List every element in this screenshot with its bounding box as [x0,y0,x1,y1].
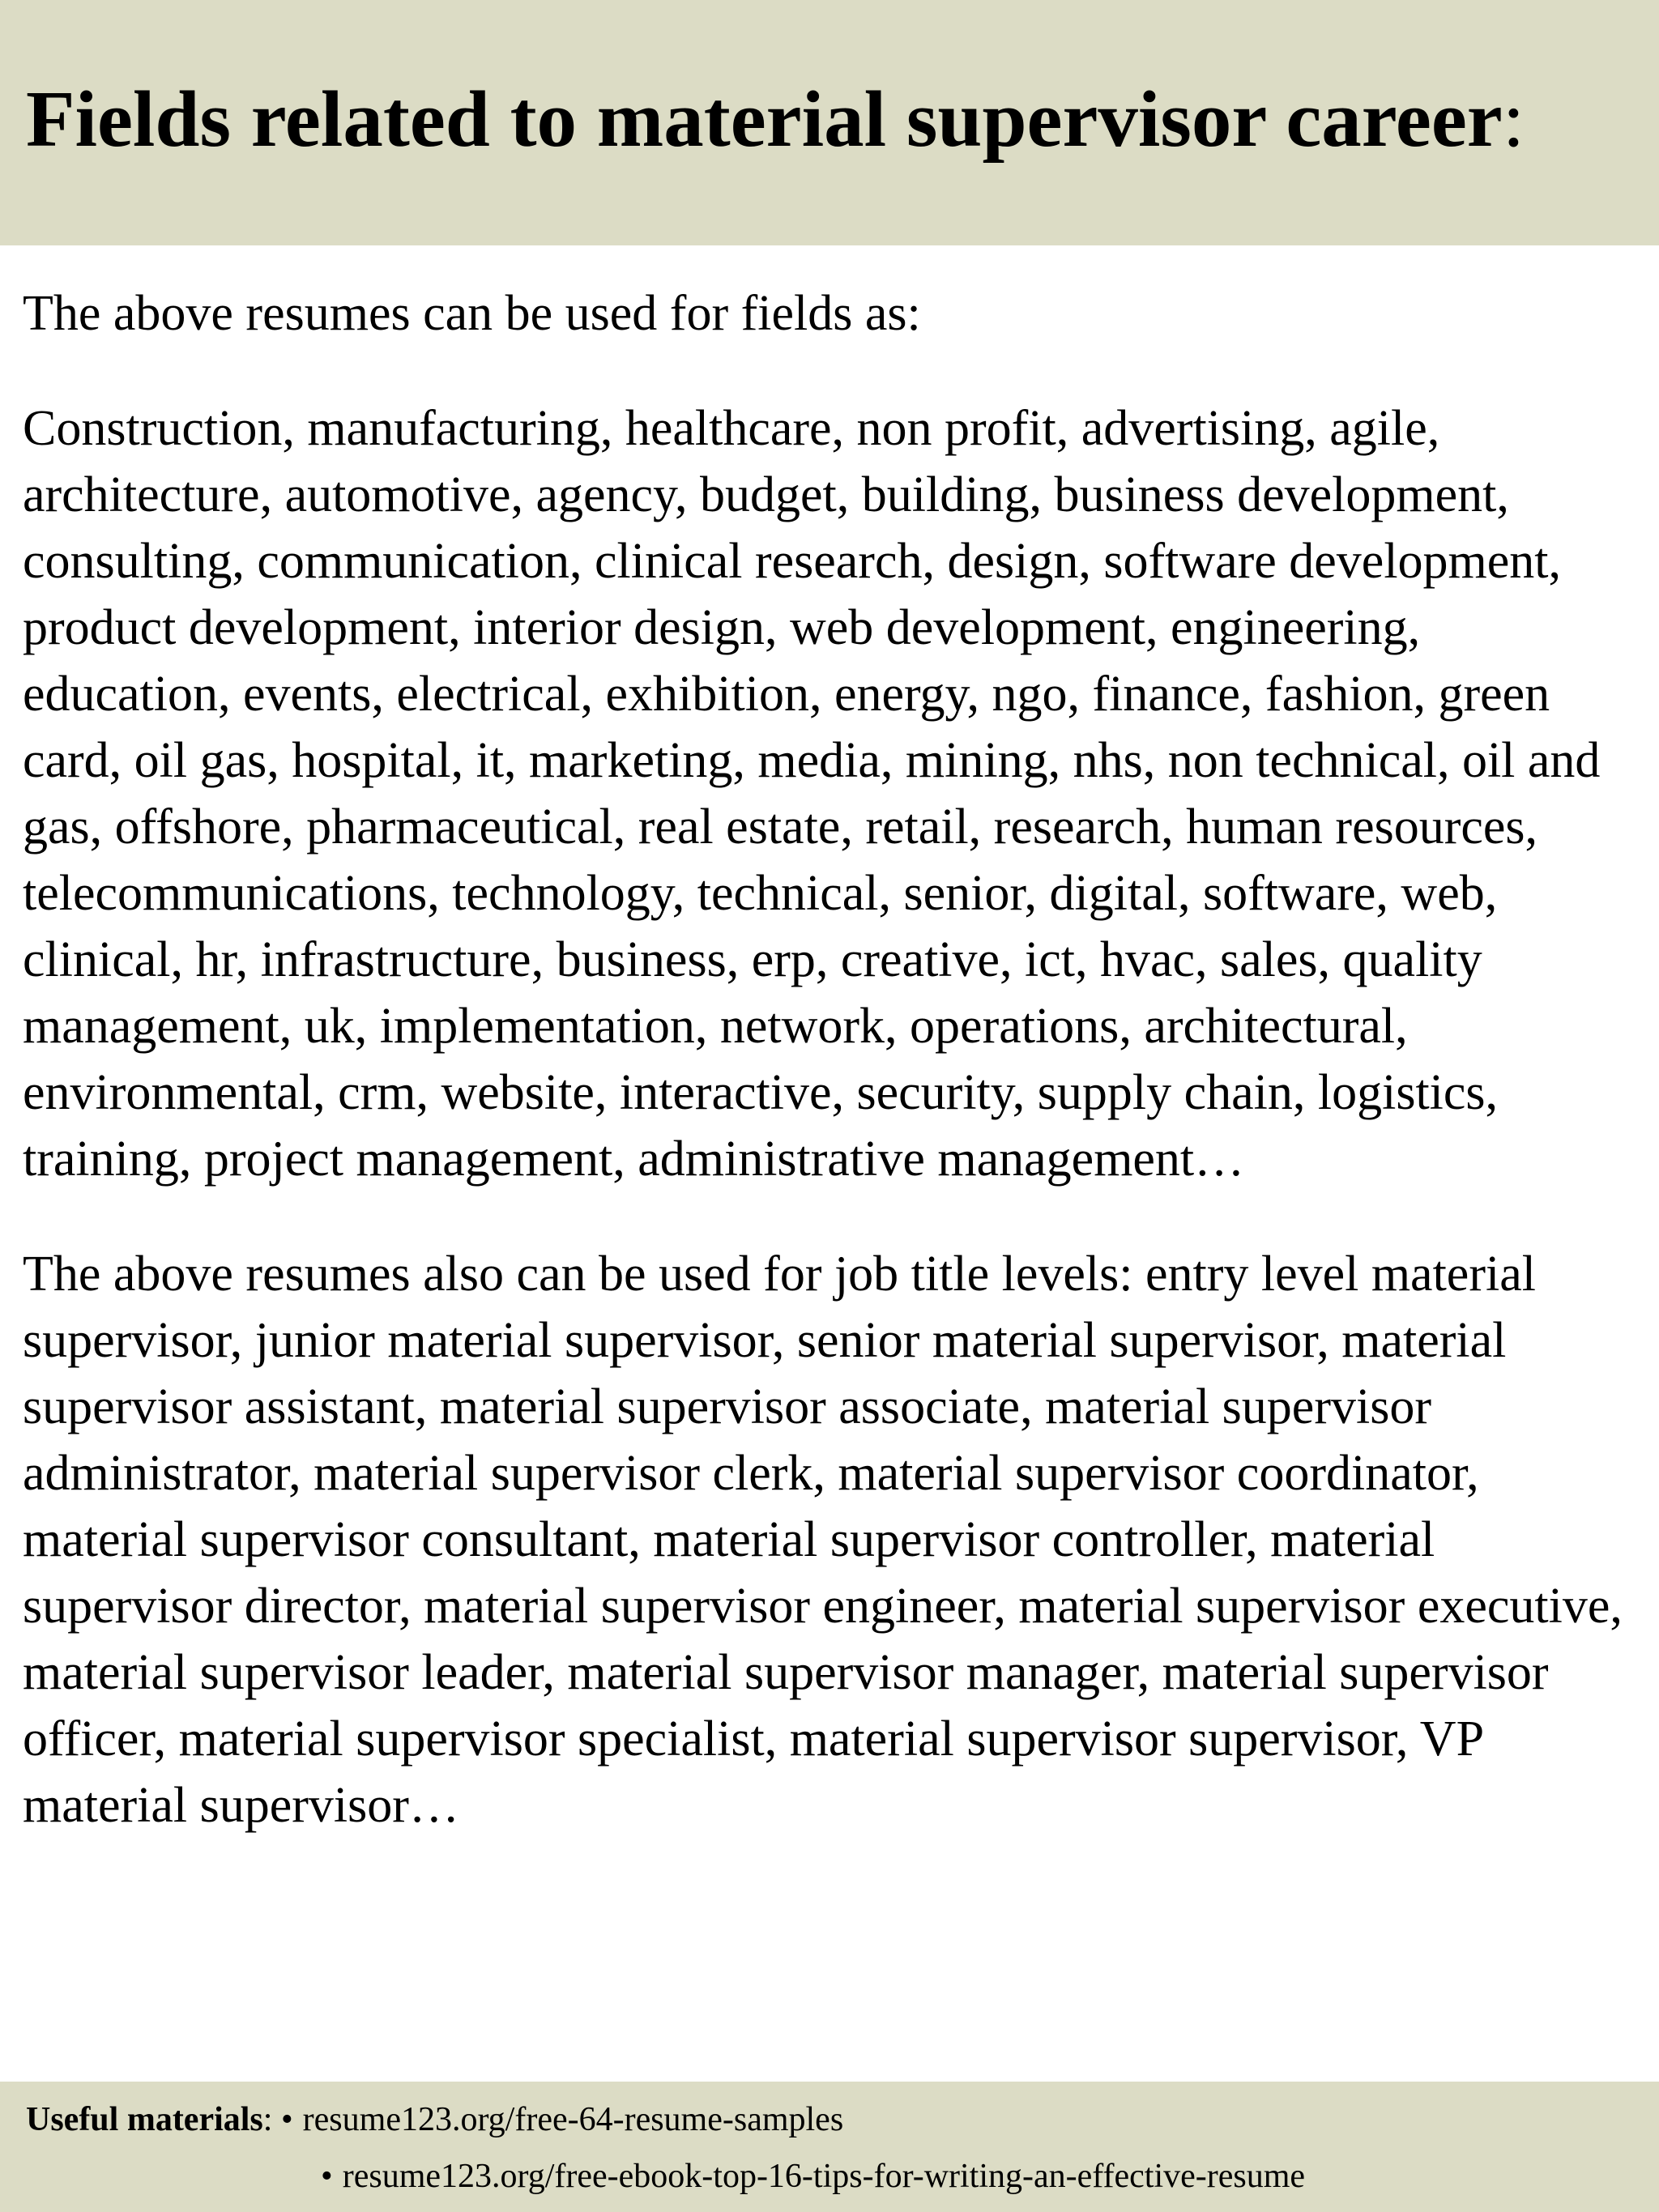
fields-paragraph: Construction, manufacturing, healthcare, non profit, advertising, agile, architecture, automotive, agency, budget, building, business development, consulting, communication, clinical research, design, software development, product development, interior design, web development, engineering, education, events, electrical, exhibition, energy, ngo, finance, fashion, green card, oil gas, hospital, it, marketing, media, mining, nhs, non technical, oil and gas, offshore, pharmaceutical, real estate, retail, research, human resources, telecommunications, technology, technical, senior, digital, software, web, clinical, hr, infrastructure, business, erp, creative, ict, hvac, sales, quality management, uk, implementation, network, operations, architectural, environmental, crm, website, interactive, security, supply chain, logistics, training, project management, administrative management… [23,401,1601,1187]
levels-paragraph: The above resumes also can be used for job title levels: entry level material supervisor, junior material supervisor, senior material supervisor, material supervisor assistant, material supervisor associate, material supervisor administrator, material supervisor clerk, material supervisor coordinator, material supervisor consultant, material supervisor controller, material supervisor director, material supervisor engineer, material supervisor executive, material supervisor leader, material supervisor manager, material supervisor officer, material supervisor specialist, material supervisor supervisor, VP material supervisor… [23,1247,1623,1833]
intro-text: The above resumes can be used for fields as: [23,286,921,341]
useful-materials-colon: : [262,2101,273,2138]
bullet-icon: • [321,2158,333,2195]
page-title [26,71,1525,168]
page-title-colon: : [1502,75,1525,164]
header-band [0,0,1659,245]
footer-row-2 [321,2154,1305,2198]
bullet-icon: • [280,2101,293,2138]
main-content [23,280,1635,1839]
footer-band [0,2082,1659,2212]
footer-link-2[interactable]: resume123.org/free-ebook-top-16-tips-for-writing-an-effective-resume [342,2158,1306,2195]
useful-materials-label: Useful materials [26,2101,263,2138]
footer-row-1 [26,2098,843,2142]
page-title-text: Fields related to material supervisor career [26,75,1503,164]
footer-link-1[interactable]: resume123.org/free-64-resume-samples [302,2101,844,2138]
